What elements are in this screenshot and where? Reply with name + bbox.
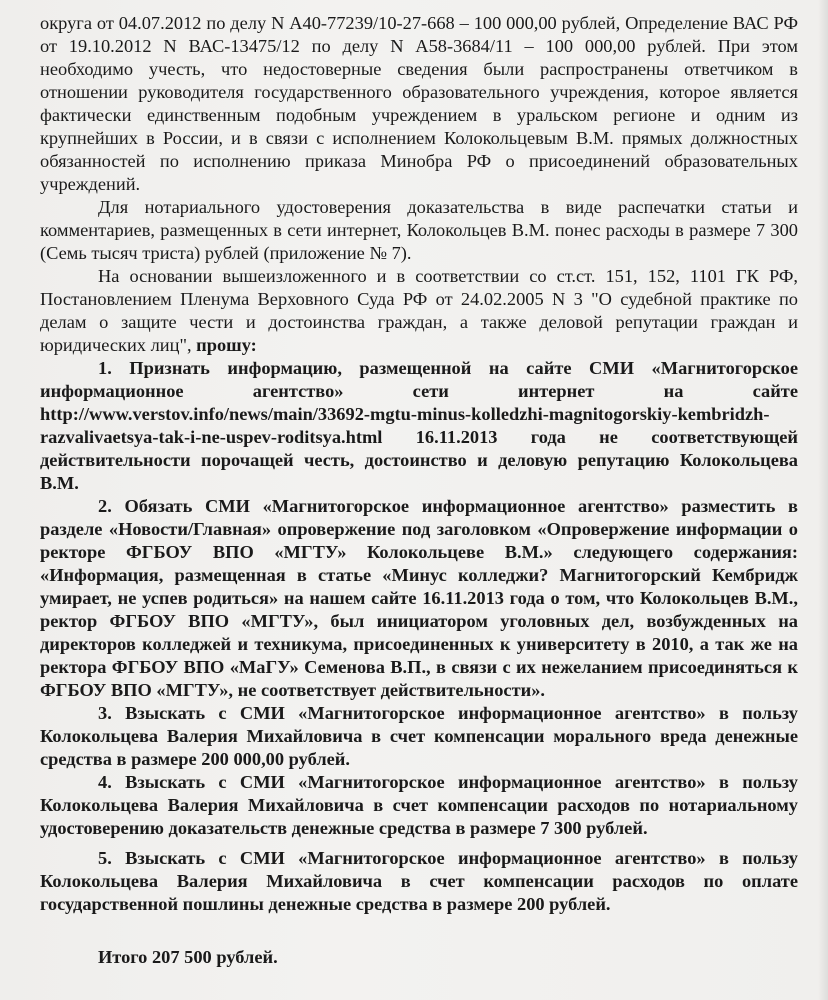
request-item-3: 3. Взыскать с СМИ «Магнитогорское информационное агентство» в пользу Колокольцева Валерия Михайловича в счет компенсации морального вреда денежные средства в размере 200 000,00 рублей. (40, 703, 798, 769)
request-word: прошу: (196, 335, 257, 355)
total-amount: Итого 207 500 рублей. (98, 947, 278, 967)
request-item-1: 1. Признать информацию, размещенной на сайте СМИ «Магнитогорское информационное агентство» сети интернет на сайте http://www.verstov.info/news/main/33692-mgtu-minus-kolledzhi-magnitogorskiy-kembridzh-razvalivaetsya-tak-i-ne-uspev-roditsya.html 16.11.2013 года не соответствующей действительности порочащей честь, достоинство и деловую репутацию Колокольцева В.М. (40, 358, 798, 493)
paragraph-notary-costs: Для нотариального удостоверения доказательства в виде распечатки статьи и комментариев, размещенных в сети интернет, Колокольцев В.М. понес расходы в размере 7 300 (Семь тысяч триста) рублей (приложение № 7). (40, 197, 798, 263)
request-item-4: 4. Взыскать с СМИ «Магнитогорское информационное агентство» в пользу Колокольцева Валерия Михайловича в счет компенсации расходов по нотариальному удостоверению доказательств денежные средства в размере 7 300 рублей. (40, 772, 798, 838)
legal-basis-text: На основании вышеизложенного и в соответствии со ст.ст. 151, 152, 1101 ГК РФ, Постановлением Пленума Верховного Суда РФ от 24.02.2005 N 3 "О судебной практике по делам о защите чести и достоинства граждан, а также деловой репутации граждан и юридических лиц", (40, 266, 798, 355)
request-item-5: 5. Взыскать с СМИ «Магнитогорское информационное агентство» в пользу Колокольцева Валерия Михайловича в счет компенсации расходов по оплате государственной пошлины денежные средства в размере 200 рублей. (40, 848, 798, 914)
paragraph-legal-basis (40, 265, 798, 357)
request-item-2: 2. Обязать СМИ «Магнитогорское информационное агентство» разместить в разделе «Новости/Главная» опровержение под заголовком «Опровержение информации о ректоре ФГБОУ ВПО «МГТУ» Колокольцеве В.М.» следующего содержания: «Информация, размещенная в статье «Минус колледжи? Магнитогорский Кембридж умирает, не успев родиться» на нашем сайте 16.11.2013 года о том, что Колокольцев В.М., ректор ФГБОУ ВПО «МГТУ», был инициатором уголовных дел, возбужденных на директоров колледжей и техникума, присоединенных к университету в 2010, а так же на ректора ФГБОУ ВПО «МаГУ» Семенова В.П., в связи с их нежеланием присоединяться к ФГБОУ ВПО «МГТУ», не соответствует действительности». (40, 496, 798, 700)
page-edge-shadow (818, 0, 828, 1000)
paragraph-intro: округа от 04.07.2012 по делу N А40-77239/10-27-668 – 100 000,00 рублей, Определение ВАС РФ от 19.10.2012 N ВАС-13475/12 по делу N А58-3684/11 – 100 000,00 рублей. При этом необходимо учесть, что недостоверные сведения были распространены ответчиком в отношении руководителя государственного образовательного учреждения, которое является фактически единственным подобным учреждением в уральском регионе и одним из крупнейших в России, и в связи с исполнением Колокольцевым В.М. прямых должностных обязанностей по исполнению приказа Минобра РФ о присоединений образовательных учреждений. (40, 13, 798, 194)
document-body (40, 12, 798, 969)
